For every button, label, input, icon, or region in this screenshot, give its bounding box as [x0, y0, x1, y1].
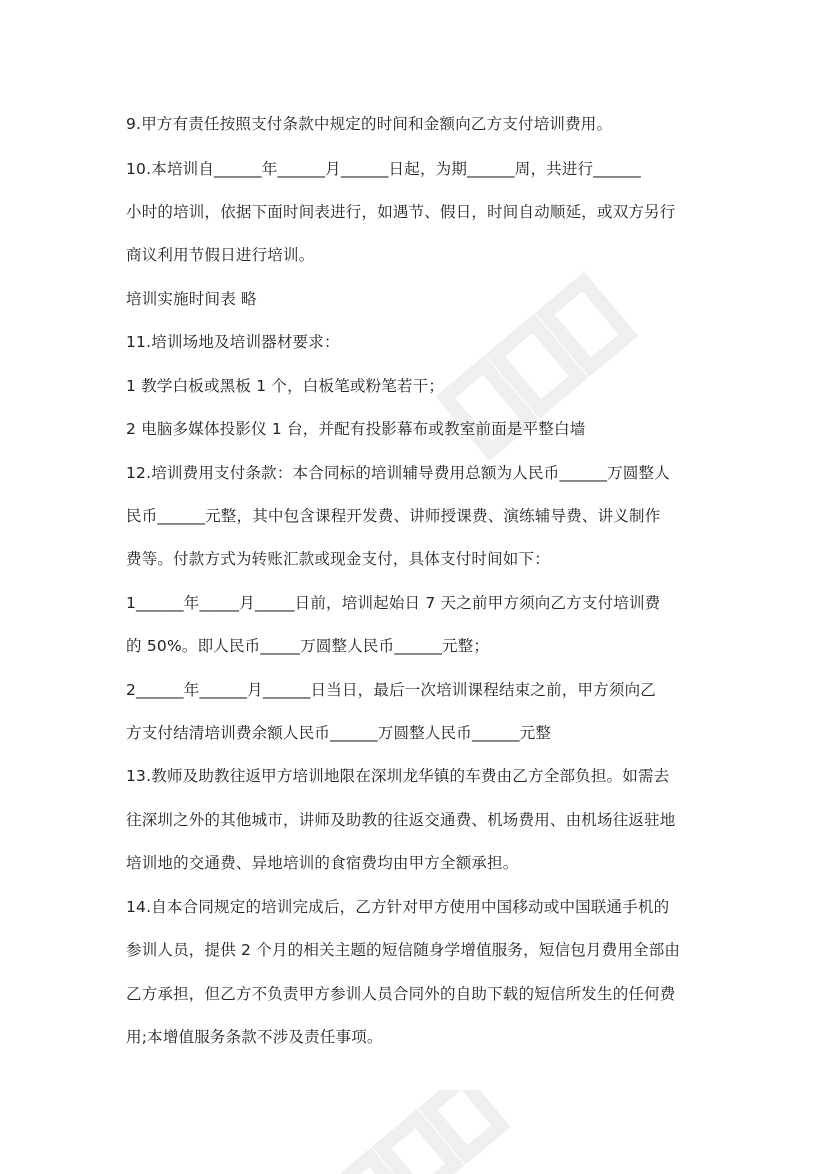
text-line: 培训地的交通费、异地培训的食宿费均由甲方全额承担。: [126, 854, 519, 872]
text-line: 商议利用节假日进行培训。: [126, 246, 315, 264]
text-line: 用;本增值服务条款不涉及责任事项。: [126, 1028, 383, 1046]
watermark-logo: [420, 270, 660, 470]
text-line: 培训实施时间表 略: [126, 290, 257, 308]
text-line: 小时的培训，依据下面时间表进行，如遇节、假日，时间自动顺延，或双方另行: [126, 203, 676, 221]
text-line: 1______年_____月_____日前，培训起始日 7 天之前甲方须向乙方支付培训费: [126, 594, 661, 612]
text-line: 2______年______月______日当日，最后一次培训课程结束之前，甲方须向乙: [126, 681, 656, 699]
text-line: 方支付结清培训费余额人民币______万圆整人民币______元整: [126, 724, 552, 742]
text-line: 往深圳之外的其他城市，讲师及助教的往返交通费、机场费用、由机场往返驻地: [126, 811, 676, 829]
text-line: 民币______元整，其中包含课程开发费、讲师授课费、演练辅导费、讲义制作: [126, 507, 661, 525]
text-line: 12.培训费用支付条款：本合同标的培训辅导费用总额为人民币______万圆整人: [126, 464, 670, 482]
text-line: 2 电脑多媒体投影仪 1 台，并配有投影幕布或教室前面是平整白墙: [126, 420, 586, 438]
watermark-logo-bottom: [300, 1090, 520, 1174]
text-line: 11.培训场地及培训器材要求：: [126, 333, 340, 351]
text-line: 9.甲方有责任按照支付条款中规定的时间和金额向乙方支付培训费用。: [126, 115, 613, 133]
text-line: 13.教师及助教往返甲方培训地限在深圳龙华镇的车费由乙方全部负担。如需去: [126, 767, 670, 785]
text-line: 的 50%。即人民币_____万圆整人民币______元整；: [126, 637, 490, 655]
text-line: 费等。付款方式为转账汇款或现金支付，具体支付时间如下：: [126, 550, 550, 568]
text-line: 1 教学白板或黑板 1 个，白板笔或粉笔若干；: [126, 377, 445, 395]
text-line: 参训人员，提供 2 个月的相关主题的短信随身学增值服务，短信包月费用全部由: [126, 941, 681, 959]
text-line: 10.本培训自______年______月______日起，为期______周，共进行______: [126, 160, 641, 178]
text-line: 乙方承担，但乙方不负责甲方参训人员合同外的自助下载的短信所发生的任何费: [126, 985, 676, 1003]
text-line: 14.自本合同规定的培训完成后，乙方针对甲方使用中国移动或中国联通手机的: [126, 898, 670, 916]
